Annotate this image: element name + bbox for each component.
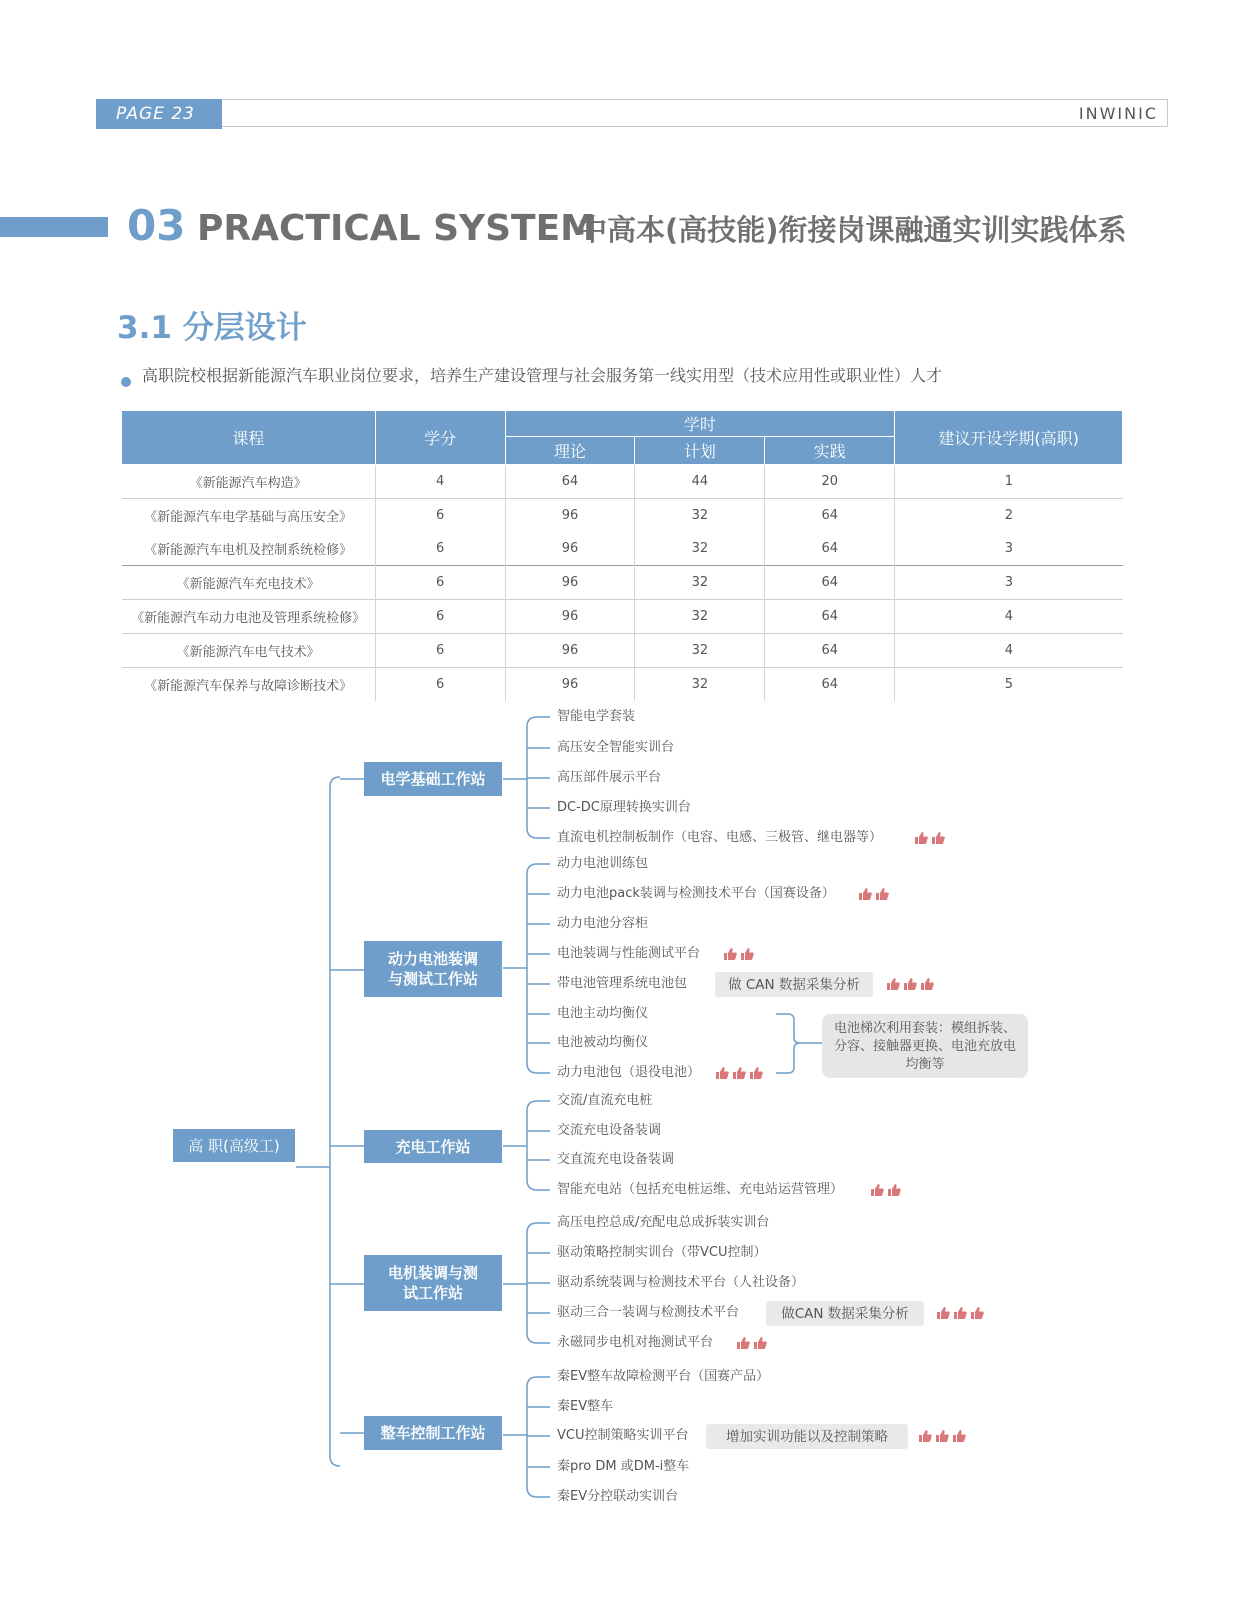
section-title-cn: 中高本(高技能)衔接岗课融通实训实践体系 [578,213,1127,247]
cell-theory: 96 [505,600,635,634]
table-row [122,668,1123,702]
note-can-battery: 做 CAN 数据采集分析 [715,972,873,997]
list-item: 电池装调与性能测试平台 [557,946,701,961]
table-row [122,532,1123,566]
rating-thumbs [715,1066,763,1080]
cell-course: 《新能源汽车电学基础与高压安全》 [122,499,376,533]
cell-credit: 6 [375,499,505,533]
cell-semester: 5 [895,668,1123,702]
rating-thumbs [858,887,889,901]
rating-thumbs [918,1429,966,1443]
list-item: 电池被动均衡仪 [557,1035,649,1050]
cell-course: 《新能源汽车电气技术》 [122,634,376,668]
station-charging: 充电工作站 [364,1130,502,1163]
thumbs-up-icon [935,1429,949,1443]
thumbs-up-icon [723,947,737,961]
cell-theory: 96 [505,634,635,668]
cell-course: 《新能源汽车保养与故障诊断技术》 [122,668,376,702]
header-credit: 学分 [375,411,505,465]
cell-semester: 3 [895,566,1123,600]
cell-semester: 1 [1004,474,1013,489]
cell-plan: 32 [635,566,765,600]
list-item: 秦EV整车故障检测平台（国赛产品） [557,1369,770,1384]
station-motor-assembly: 电机装调与测试工作站 [364,1255,502,1311]
header-frame [96,99,1168,127]
thumbs-up-icon [970,1306,984,1320]
bullet-icon [121,377,131,387]
thumbs-up-icon [887,1183,901,1197]
list-item: 带电池管理系统电池包 [557,976,688,991]
header-course: 课程 [122,411,376,465]
cell-course: 《新能源汽车电机及控制系统检修》 [122,532,376,566]
cell-semester: 4 [895,600,1123,634]
cell-semester: 3 [1004,541,1013,556]
section-number: 03 [127,201,186,250]
cell-plan: 44 [635,465,765,499]
table-row [122,465,1123,499]
table-row [122,600,1123,634]
thumbs-up-icon [953,1306,967,1320]
thumbs-up-icon [870,1183,884,1197]
list-item: 驱动系统装调与检测技术平台（人社设备） [557,1275,805,1290]
cell-course: 《新能源汽车构造》 [122,465,376,499]
note-vcu: 增加实训功能以及控制策略 [706,1424,908,1449]
thumbs-up-icon [886,977,900,991]
list-item: 交流充电设备装调 [557,1123,662,1138]
cell-practice: 64 [765,532,895,566]
cell-plan: 32 [635,600,765,634]
thumbs-up-icon [936,1306,950,1320]
thumbs-up-icon [753,1336,767,1350]
cell-theory: 96 [505,668,635,702]
cell-practice: 64 [765,566,895,600]
section-accent-bar [0,217,108,237]
list-item: 交直流充电设备装调 [557,1152,675,1167]
note-battery-reuse: 电池梯次利用套装：模组拆装、分容、接触器更换、电池充放电均衡等 [822,1014,1028,1078]
subsection-title: 3.1 分层设计 [117,310,307,346]
root-node: 高 职(高级工) [173,1129,295,1162]
rating-thumbs [914,831,945,845]
cell-credit: 4 [375,465,505,499]
list-item: 动力电池包（退役电池） [557,1065,701,1080]
thumbs-up-icon [918,1429,932,1443]
thumbs-up-icon [858,887,872,901]
rating-thumbs [870,1183,901,1197]
thumbs-up-icon [740,947,754,961]
thumbs-up-icon [732,1066,746,1080]
thumbs-up-icon [715,1066,729,1080]
list-item: 智能充电站（包括充电桩运维、充电站运营管理） [557,1182,844,1197]
course-table [121,410,1123,701]
list-item: DC-DC原理转换实训台 [557,800,691,815]
cell-theory: 64 [505,465,635,499]
header-theory: 理论 [505,437,635,465]
thumbs-up-icon [952,1429,966,1443]
station-electrical-basics: 电学基础工作站 [364,762,502,796]
cell-course: 《新能源汽车充电技术》 [122,566,376,600]
cell-practice: 64 [765,600,895,634]
list-item: VCU控制策略实训平台 [557,1428,689,1443]
list-item: 永磁同步电机对拖测试平台 [557,1335,714,1350]
cell-credit: 6 [375,634,505,668]
cell-plan: 32 [635,634,765,668]
header-hours: 学时 [505,411,895,437]
list-item: 直流电机控制板制作（电容、电感、三极管、继电器等） [557,830,883,845]
list-item: 驱动策略控制实训台（带VCU控制） [557,1245,767,1260]
thumbs-up-icon [749,1066,763,1080]
station-vehicle-control: 整车控制工作站 [364,1416,502,1450]
list-item: 动力电池训练包 [557,856,649,871]
list-item: 智能电学套装 [557,709,636,724]
list-item: 秦EV整车 [557,1399,614,1414]
list-item: 动力电池pack装调与检测技术平台（国赛设备） [557,886,835,901]
cell-practice: 20 [765,465,895,499]
cell-practice: 64 [765,499,895,533]
cell-semester: 4 [895,634,1123,668]
table-row [122,499,1123,533]
list-item: 高压电控总成/充配电总成拆装实训台 [557,1215,770,1230]
rating-thumbs [886,977,934,991]
cell-credit: 6 [375,600,505,634]
thumbs-up-icon [903,977,917,991]
cell-semester: 2 [895,499,1123,533]
cell-theory: 96 [505,532,635,566]
header-semester: 建议开设学期(高职) [895,411,1123,465]
thumbs-up-icon [914,831,928,845]
cell-plan: 32 [635,668,765,702]
list-item: 驱动三合一装调与检测技术平台 [557,1305,740,1320]
cell-course: 《新能源汽车动力电池及管理系统检修》 [122,600,376,634]
cell-credit: 6 [375,532,505,566]
cell-credit: 6 [375,668,505,702]
rating-thumbs [936,1306,984,1320]
list-item: 高压部件展示平台 [557,770,662,785]
thumbs-up-icon [736,1336,750,1350]
cell-practice: 64 [765,634,895,668]
section-title-en: PRACTICAL SYSTEM [197,208,596,249]
header-plan: 计划 [635,437,765,465]
cell-practice: 64 [765,668,895,702]
list-item: 动力电池分容柜 [557,916,649,931]
note-can-motor: 做CAN 数据采集分析 [766,1301,924,1326]
cell-plan: 32 [635,532,765,566]
intro-text: 高职院校根据新能源汽车职业岗位要求，培养生产建设管理与社会服务第一线实用型（技术应用性或职业性）人才 [142,366,943,385]
page-number: PAGE 23 [96,99,222,129]
table-row [122,566,1123,600]
list-item: 高压安全智能实训台 [557,740,675,755]
brand-name: INWINIC [1078,104,1158,123]
cell-plan: 32 [635,499,765,533]
station-battery-assembly: 动力电池装调与测试工作站 [364,941,502,997]
list-item: 秦EV分控联动实训台 [557,1489,679,1504]
list-item: 秦pro DM 或DM-i整车 [557,1459,690,1474]
list-item: 交流/直流充电桩 [557,1093,653,1108]
rating-thumbs [736,1336,767,1350]
thumbs-up-icon [875,887,889,901]
cell-credit: 6 [375,566,505,600]
rating-thumbs [723,947,754,961]
thumbs-up-icon [920,977,934,991]
table-row [122,634,1123,668]
list-item: 电池主动均衡仪 [557,1006,649,1021]
cell-theory: 96 [505,566,635,600]
cell-theory: 96 [505,499,635,533]
header-practice: 实践 [765,437,895,465]
thumbs-up-icon [931,831,945,845]
